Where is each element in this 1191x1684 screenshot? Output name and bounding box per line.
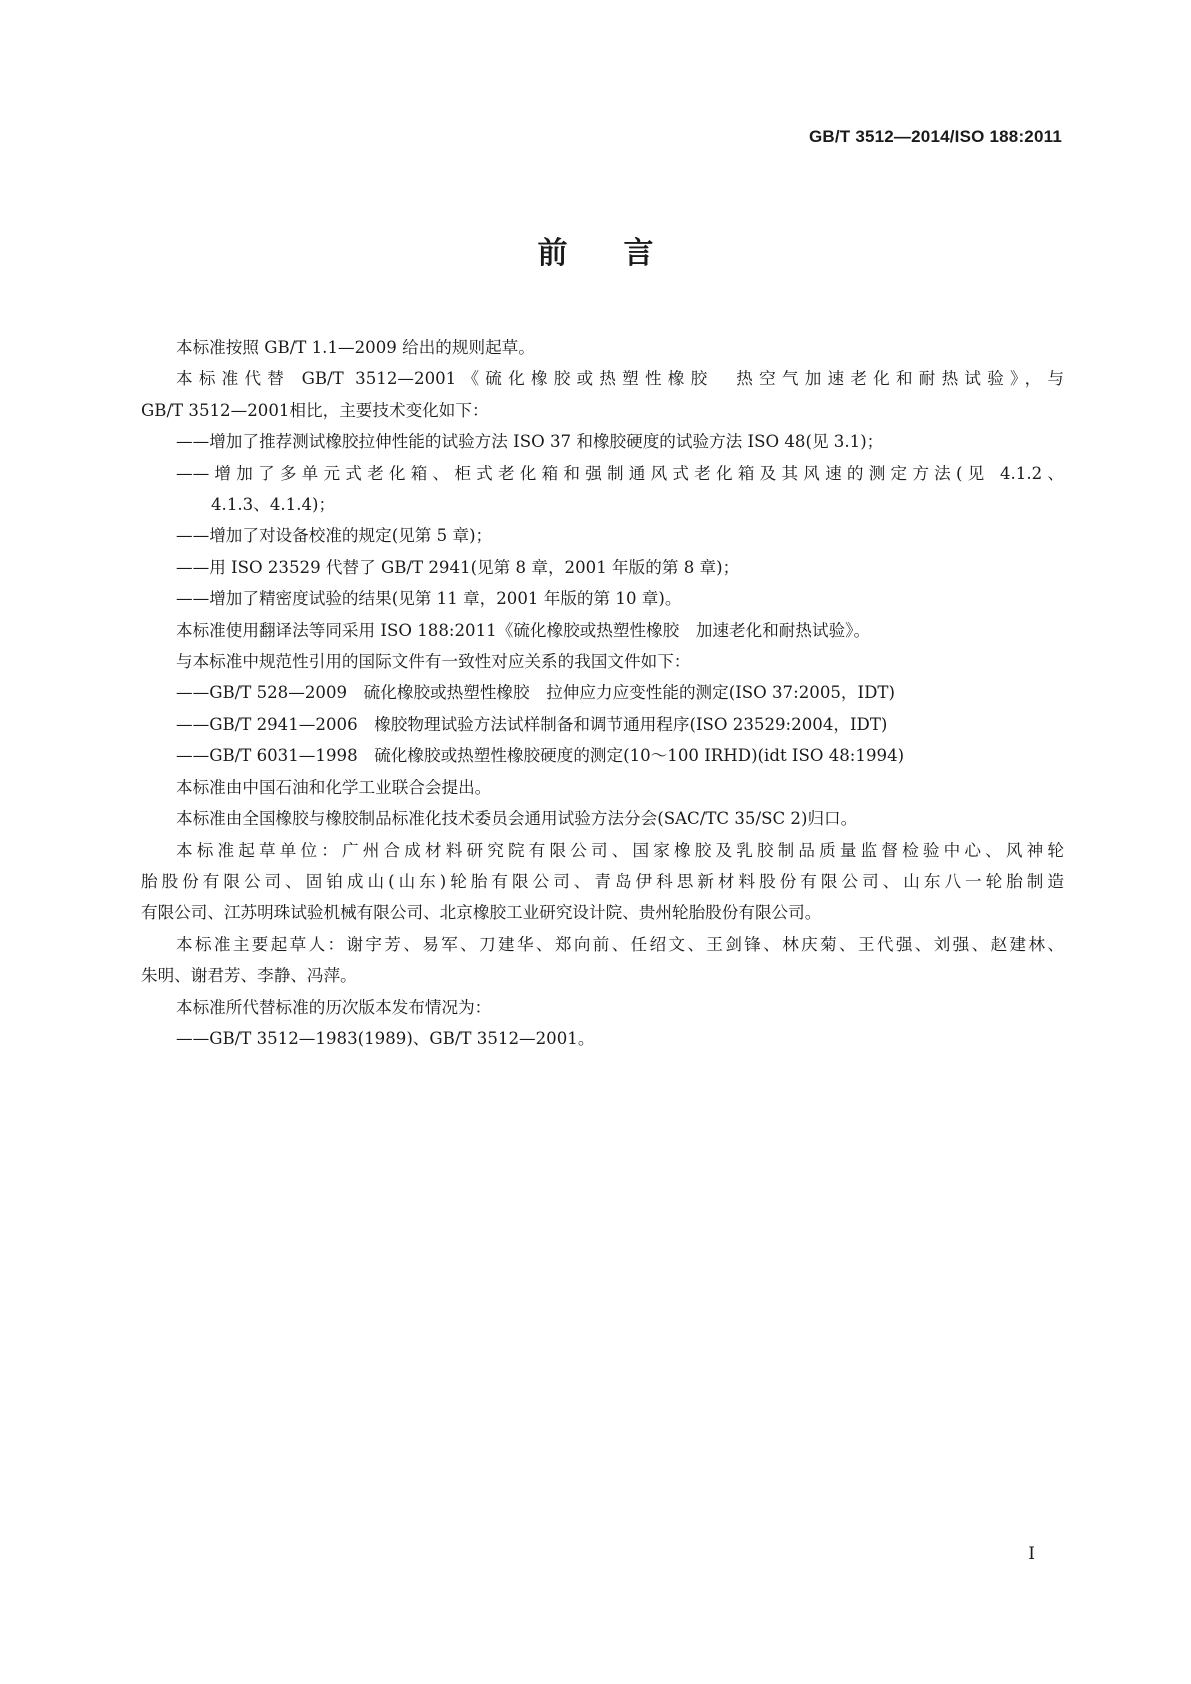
text-line: 与本标准中规范性引用的国际文件有一致性对应关系的我国文件如下： <box>176 652 691 672</box>
bullet-line: ——增加了对设备校准的规定(见第 5 章)； <box>176 526 493 546</box>
bullet-line: ——用 ISO 23529 代替了 GB/T 2941(见第 8 章，2001 年版的第 8 章)； <box>176 557 740 577</box>
bullet-line: 4.1.3、4.1.4)； <box>211 495 336 515</box>
page-number: I <box>1028 1544 1035 1564</box>
text-line: 本标准主要起草人：谢宇芳、易军、刀建华、郑向前、任绍文、王剑锋、林庆菊、王代强、刘强、赵建林、 <box>176 934 1064 954</box>
bullet-line: ——GB/T 3512—1983(1989)、GB/T 3512—2001。 <box>176 1028 595 1048</box>
bullet-line: ——GB/T 2941—2006 橡胶物理试验方法试样制备和调节通用程序(ISO 23529:2004，IDT) <box>176 714 888 734</box>
standard-code: GB/T 3512—2014/ISO 188:2011 <box>808 127 1062 146</box>
text-line: 本标准代替 GB/T 3512—2001《硫化橡胶或热塑性橡胶 热空气加速老化和耐热试验》，与 <box>176 369 1064 389</box>
text-line: 胎股份有限公司、固铂成山(山东)轮胎有限公司、青岛伊科思新材料股份有限公司、山东八一轮胎制造 <box>141 871 1064 891</box>
document-body <box>141 332 1064 1054</box>
text-line: 本标准由中国石油和化学工业联合会提出。 <box>176 777 492 797</box>
bullet-line: ——增加了精密度试验的结果(见第 11 章，2001 年版的第 10 章)。 <box>176 589 682 609</box>
bullet-line: ——增加了推荐测试橡胶拉伸性能的试验方法 ISO 37 和橡胶硬度的试验方法 ISO 48(见 3.1)； <box>176 432 884 452</box>
text-line: 本标准按照 GB/T 1.1—2009 给出的规则起草。 <box>176 338 535 357</box>
text-line: 本标准使用翻译法等同采用 ISO 188:2011《硫化橡胶或热塑性橡胶 加速老化和耐热试验》。 <box>176 620 871 640</box>
bullet-line: ——GB/T 6031—1998 硫化橡胶或热塑性橡胶硬度的测定(10～100 IRHD)(idt ISO 48:1994) <box>176 746 905 766</box>
text-line: 本标准由全国橡胶与橡胶制品标准化技术委员会通用试验方法分会(SAC/TC 35/SC 2)归口。 <box>176 809 858 829</box>
bullet-line: ——GB/T 528—2009 硫化橡胶或热塑性橡胶 拉伸应力应变性能的测定(ISO 37:2005，IDT) <box>176 683 895 703</box>
text-line: 有限公司、江苏明珠试验机械有限公司、北京橡胶工业研究设计院、贵州轮胎股份有限公司。 <box>141 903 822 923</box>
bullet-line: ——增加了多单元式老化箱、柜式老化箱和强制通风式老化箱及其风速的测定方法(见 4.1.2、 <box>176 463 1064 483</box>
text-line: 本标准所代替标准的历次版本发布情况为： <box>176 997 492 1017</box>
page-title: 前言 <box>537 236 710 271</box>
text-line: 朱明、谢君芳、李静、冯萍。 <box>141 966 357 986</box>
text-line: GB/T 3512—2001相比，主要技术变化如下： <box>141 400 489 420</box>
text-line: 本标准起草单位：广州合成材料研究院有限公司、国家橡胶及乳胶制品质量监督检验中心、风神轮 <box>176 840 1064 860</box>
